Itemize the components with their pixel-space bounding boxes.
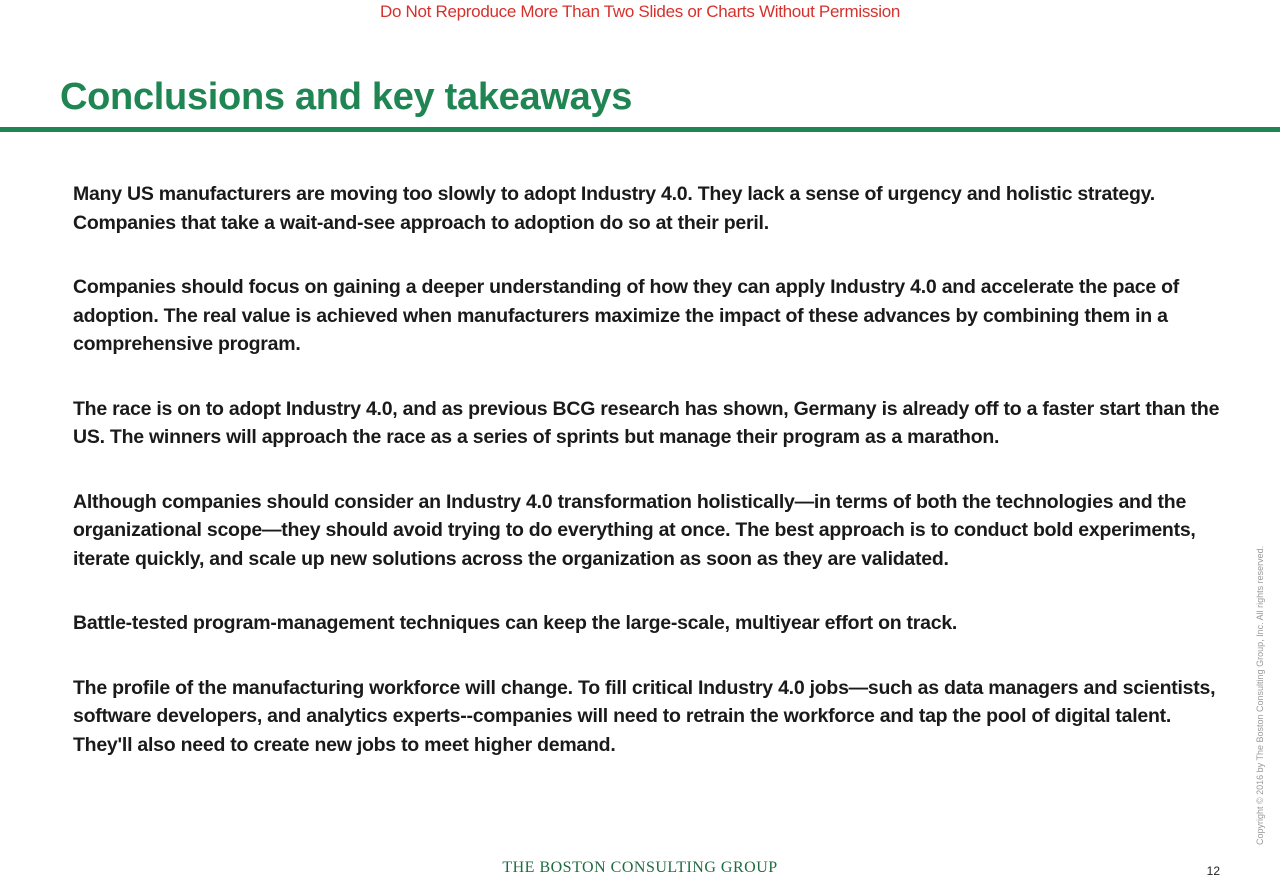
page-number: 12 bbox=[1206, 864, 1220, 878]
title-divider bbox=[0, 127, 1280, 132]
takeaway-paragraph: Companies should focus on gaining a deeper understanding of how they can apply Industry 4.0 and accelerate the pace of adoption. The real value is achieved when manufacturers maximize the impact of these advances by combining them in a comprehensive program. bbox=[73, 276, 1180, 355]
page-title: Conclusions and key takeaways bbox=[60, 76, 633, 118]
permission-notice: Do Not Reproduce More Than Two Slides or Charts Without Permission bbox=[379, 2, 901, 21]
takeaways-list bbox=[73, 180, 1223, 759]
takeaway-paragraph: Battle-tested program-management techniques can keep the large-scale, multiyear effort on track. bbox=[73, 612, 958, 634]
copyright-notice: Copyright © 2016 by The Boston Consulting Group, Inc. All rights reserved. bbox=[1255, 545, 1265, 845]
takeaway-paragraph: Many US manufacturers are moving too slowly to adopt Industry 4.0. They lack a sense of urgency and holistic strategy. Companies that take a wait-and-see approach to adoption do so at their peril. bbox=[73, 183, 1155, 234]
takeaway-paragraph: The race is on to adopt Industry 4.0, and as previous BCG research has shown, Germany is already off to a faster start than the US. The winners will approach the race as a series of sprints but manage their program as a marathon. bbox=[73, 397, 1220, 448]
takeaway-paragraph: The profile of the manufacturing workforce will change. To fill critical Industry 4.0 jobs—such as data managers and scientists, software developers, and analytics experts--companies will need to retrain the workforce and tap the pool of digital talent. They'll also need to create new jobs to meet higher demand. bbox=[73, 676, 1216, 756]
takeaway-paragraph: Although companies should consider an Industry 4.0 transformation holistically—in terms of both the technologies and the organizational scope—they should avoid trying to do everything at once. The best approach is to conduct bold experiments, iterate quickly, and scale up new solutions across the organization as soon as they are validated. bbox=[73, 490, 1196, 570]
company-logo-text: THE BOSTON CONSULTING GROUP bbox=[502, 859, 778, 876]
